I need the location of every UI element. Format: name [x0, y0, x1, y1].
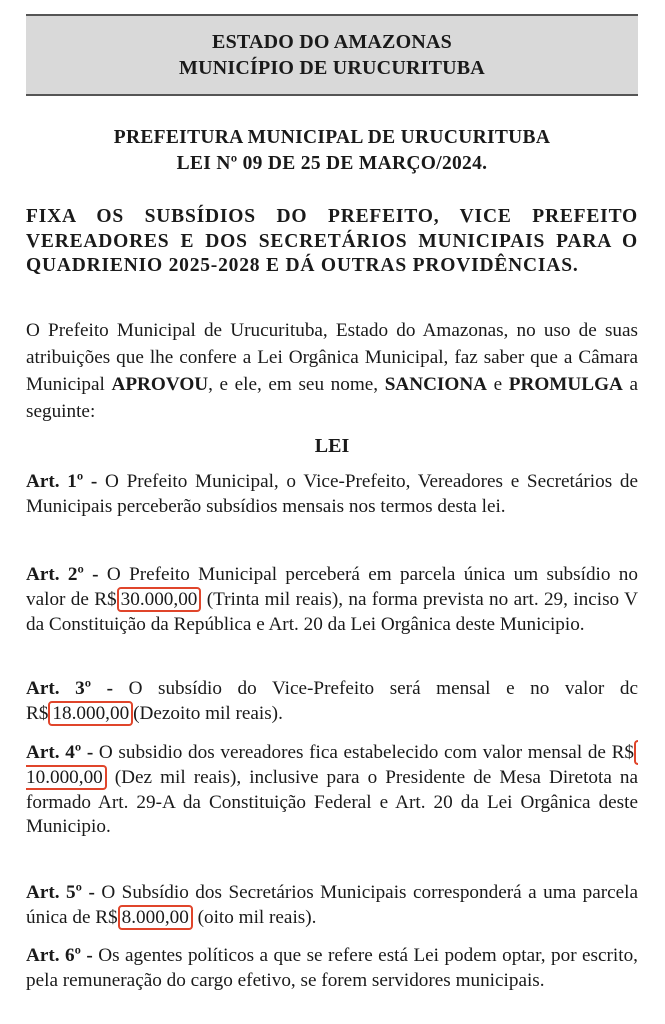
municipality-name: MUNICÍPIO DE URUCURITUBA: [179, 57, 485, 79]
article-text: (Trinta mil reais), na forma prevista no art. 29, inciso V da Constituição da República e Art. 20 da Lei Orgânica deste Municipio.: [26, 588, 638, 635]
article-text: (Dez mil reais), inclusive para o Presidente de Mesa Diretota na formado Art. 29-A da Constituição Federal e Art. 20 da Lei Orgânica deste Municipio.: [26, 766, 638, 838]
preamble-aprovou: APROVOU: [111, 374, 209, 395]
article-text: O Prefeito Municipal perceberá em parcela única um subsídio no valor de R$: [26, 564, 638, 610]
highlighted-amount: 10.000,00: [26, 740, 638, 790]
article-1: [26, 470, 638, 520]
preamble-text: , e ele, em seu nome,: [208, 374, 385, 395]
article-label: Art. 1º -: [26, 471, 98, 492]
article-5: [26, 881, 638, 931]
article-label: Art. 2º -: [26, 564, 99, 585]
article-6: [26, 944, 638, 994]
law-ementa: FIXA OS SUBSÍDIOS DO PREFEITO, VICE PREFEITO VEREADORES E DOS SECRETÁRIOS MUNICIPAIS PARA O QUADRIENIO 2025-2028 E DÁ OUTRAS PROVIDÊNCIAS.: [26, 206, 638, 276]
preamble-text: a seguinte:: [26, 374, 638, 422]
state-header: [26, 14, 638, 96]
lei-title: LEI: [314, 435, 350, 457]
highlighted-amount: 8.000,00: [118, 905, 193, 930]
article-2: [26, 563, 638, 637]
preamble-text: e: [487, 374, 509, 395]
article-text: O subsidio dos vereadores fica estabelecido com valor mensal de R$: [93, 742, 634, 763]
article-text: Os agentes políticos a que se refere está Lei podem optar, por escrito, pela remuneração do cargo efetivo, se forem servidores municipais.: [26, 945, 638, 991]
article-text: (oito mil reais).: [192, 906, 317, 928]
article-label: Art. 4º -: [26, 742, 94, 763]
article-text: (Dezoito mil reais).: [133, 702, 283, 724]
article-text: O subsídio do Vice-Prefeito será mensal e no valor dc R$: [26, 678, 638, 724]
preamble-promulga: PROMULGA: [508, 374, 623, 395]
law-heading: [26, 125, 638, 177]
preamble-text: O Prefeito Municipal de Urucurituba, Estado do Amazonas, no uso de suas atribuições que lhe confere a Lei Orgânica Municipal, faz saber que a Câmara Municipal: [26, 320, 638, 395]
preamble-sanciona: SANCIONA: [384, 374, 488, 395]
highlighted-amount: 18.000,00: [48, 701, 133, 726]
article-label: Art. 3º -: [26, 678, 114, 699]
preamble: [26, 317, 638, 425]
article-label: Art. 5º -: [26, 882, 95, 903]
prefecture-title: PREFEITURA MUNICIPAL DE URUCURITUBA: [113, 127, 551, 148]
article-3: [26, 677, 638, 727]
highlighted-amount: 30.000,00: [117, 587, 202, 612]
law-number: LEI Nº 09 DE 25 DE MARÇO/2024.: [176, 153, 488, 174]
article-4: [26, 741, 638, 840]
article-text: O Subsídio dos Secretários Municipais corresponderá a uma parcela única de R$: [26, 882, 638, 928]
state-name: ESTADO DO AMAZONAS: [212, 31, 452, 53]
article-text: O Prefeito Municipal, o Vice-Prefeito, Vereadores e Secretários de Municipais perceberão subsídios mensais nos termos desta lei.: [26, 471, 638, 517]
article-label: Art. 6º -: [26, 945, 93, 966]
